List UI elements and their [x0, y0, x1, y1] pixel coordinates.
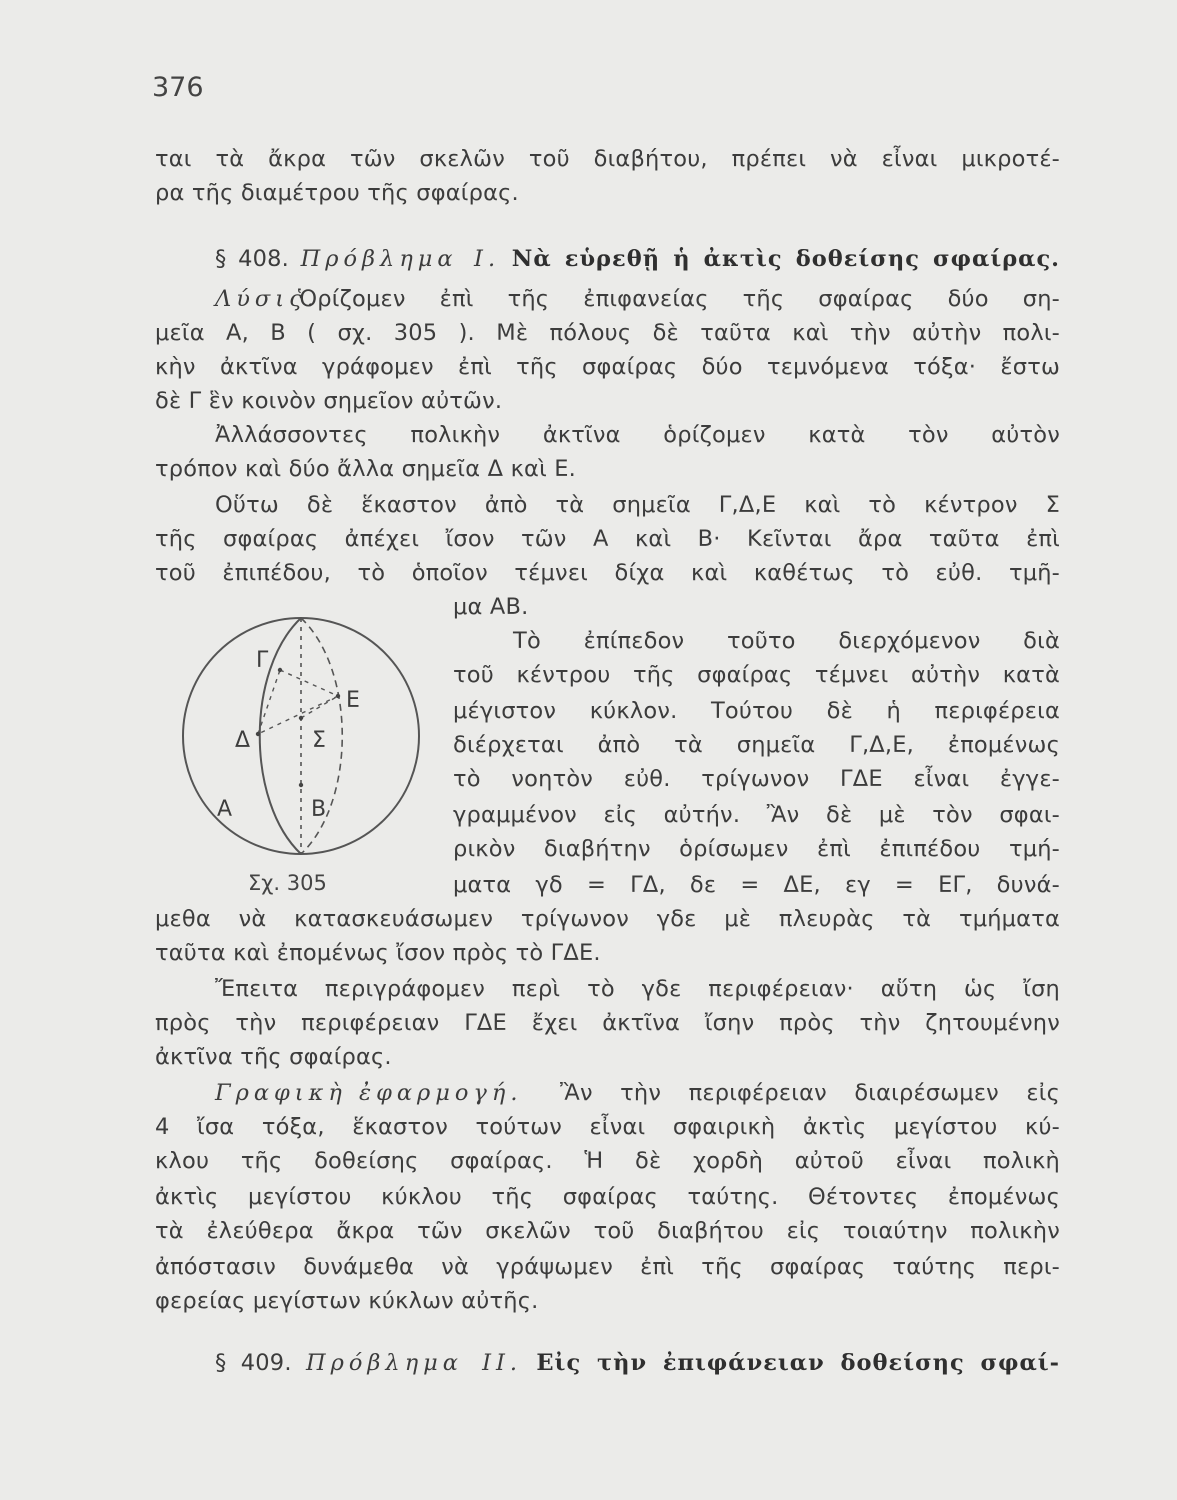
text-line: Ἔπειτα περιγράφομεν περὶ τὸ γδε περιφέρειαν· αὕτη ὡς ἴση — [215, 976, 1060, 1002]
text-line: ἀκτῖνα τῆς σφαίρας. — [155, 1044, 392, 1070]
text-line: ρα τῆς διαμέτρου τῆς σφαίρας. — [155, 180, 519, 206]
label-beta: Β — [311, 797, 327, 822]
text-line: Ἀλλάσσοντες πολικὴν ἀκτῖνα ὁρίζομεν κατὰ τὸν αὐτὸν — [215, 422, 1060, 448]
text-line: διέρχεται ἀπὸ τὰ σημεῖα Γ,Δ,Ε, ἐπομένως — [453, 732, 1060, 758]
page-number: 376 — [152, 72, 204, 103]
solution-label: Λύσις. — [215, 286, 319, 312]
problem-heading — [215, 242, 1060, 276]
text-line: μα ΑΒ. — [453, 594, 529, 620]
label-alpha: Α — [217, 797, 233, 822]
figure-caption: Σχ. 305 — [248, 871, 327, 895]
text-line: μέγιστον κύκλον. Τούτου δὲ ἡ περιφέρεια — [453, 698, 1060, 724]
text-line: ρικὸν διαβήτην ὁρίσωμεν ἐπὶ ἐπιπέδου τμή- — [453, 836, 1060, 862]
text-line: ἀπόστασιν δυνάμεθα νὰ γράψωμεν ἐπὶ τῆς σφαίρας ταύτης περι- — [155, 1254, 1060, 1280]
problem-label: Πρόβλημα ΙΙ. — [306, 1350, 523, 1376]
text-line: μεῖα Α, Β ( σχ. 305 ). Μὲ πόλους δὲ ταῦτα καὶ τὴν αὐτὴν πολι- — [155, 320, 1060, 346]
label-gamma: Γ — [256, 648, 269, 673]
text-line: κλου τῆς δοθείσης σφαίρας. Ἡ δὲ χορδὴ αὐτοῦ εἶναι πολικὴ — [155, 1148, 1060, 1174]
text-line: τὸ νοητὸν εὐθ. τρίγωνον ΓΔΕ εἶναι ἐγγε- — [453, 766, 1060, 792]
problem-title: Εἰς τὴν ἐπιφάνειαν δοθείσης σφαί- — [536, 1350, 1061, 1376]
text-line: τὰ ἐλεύθερα ἄκρα τῶν σκελῶν τοῦ διαβήτου εἰς τοιαύτην πολικὴν — [155, 1218, 1060, 1244]
problem-heading — [215, 1346, 1060, 1380]
section-number: § 408. — [215, 246, 289, 272]
text-line: μεθα νὰ κατασκευάσωμεν τρίγωνον γδε μὲ πλευρὰς τὰ τμήματα — [155, 906, 1060, 932]
triangle-gde — [258, 670, 338, 734]
sphere-figure — [160, 610, 450, 872]
text-line: τοῦ κέντρου τῆς σφαίρας τέμνει αὐτὴν κατὰ — [453, 662, 1060, 688]
problem-label: Πρόβλημα Ι. — [300, 246, 501, 272]
text-line: ματα γδ = ΓΔ, δε = ΔΕ, εγ = ΕΓ, δυνά- — [453, 872, 1060, 898]
text-line: Τὸ ἐπίπεδον τοῦτο διερχόμενον διὰ — [513, 628, 1060, 654]
label-sigma: Σ — [312, 728, 326, 753]
section-number: § 409. — [215, 1350, 292, 1376]
application-label: Γραφικὴ ἐφαρμογή. — [215, 1080, 523, 1106]
text-line: πρὸς τὴν περιφέρειαν ΓΔΕ ἔχει ἀκτῖνα ἴσην πρὸς τὴν ζητουμένην — [155, 1010, 1060, 1036]
text-line: Οὕτω δὲ ἕκαστον ἀπὸ τὰ σημεῖα Γ,Δ,Ε καὶ τὸ κέντρον Σ — [215, 492, 1060, 518]
text-line: τοῦ ἐπιπέδου, τὸ ὁποῖον τέμνει δίχα καὶ καθέτως τὸ εὐθ. τμῆ- — [155, 560, 1060, 586]
text-line: Ἂν τὴν περιφέρειαν διαιρέσωμεν εἰς — [560, 1080, 1060, 1106]
text-line: τῆς σφαίρας ἀπέχει ἴσον τῶν Α καὶ Β· Κεῖνται ἄρα ταῦτα ἐπὶ — [155, 526, 1060, 552]
text-line: ταῦτα καὶ ἐπομένως ἴσον πρὸς τὸ ΓΔΕ. — [155, 940, 601, 966]
text-line: φερείας μεγίστων κύκλων αὐτῆς. — [155, 1288, 539, 1314]
text-line: ται τὰ ἄκρα τῶν σκελῶν τοῦ διαβήτου, πρέπει νὰ εἶναι μικροτέ- — [155, 146, 1060, 172]
label-epsilon: Ε — [346, 688, 360, 713]
text-line: ἀκτὶς μεγίστου κύκλου τῆς σφαίρας ταύτης. Θέτοντες ἐπομένως — [155, 1184, 1060, 1210]
problem-title: Νὰ εὑρεθῇ ἡ ἀκτὶς δοθείσης σφαίρας. — [511, 246, 1061, 272]
text-line: 4 ἴσα τόξα, ἕκαστον τούτων εἶναι σφαιρικὴ ἀκτὶς μεγίστου κύ- — [155, 1114, 1060, 1140]
label-delta: Δ — [235, 728, 251, 753]
text-line: γραμμένον εἰς αὐτήν. Ἂν δὲ μὲ τὸν σφαι- — [453, 802, 1060, 828]
text-line: κὴν ἀκτῖνα γράφομεν ἐπὶ τῆς σφαίρας δύο τεμνόμενα τόξα· ἔστω — [155, 354, 1060, 380]
text-line: δὲ Γ ἓν κοινὸν σημεῖον αὐτῶν. — [155, 388, 503, 414]
text-line: τρόπον καὶ δύο ἄλλα σημεῖα Δ καὶ Ε. — [155, 456, 576, 482]
text-line: Ὁρίζομεν ἐπὶ τῆς ἐπιφανείας τῆς σφαίρας δύο ση- — [298, 286, 1060, 312]
